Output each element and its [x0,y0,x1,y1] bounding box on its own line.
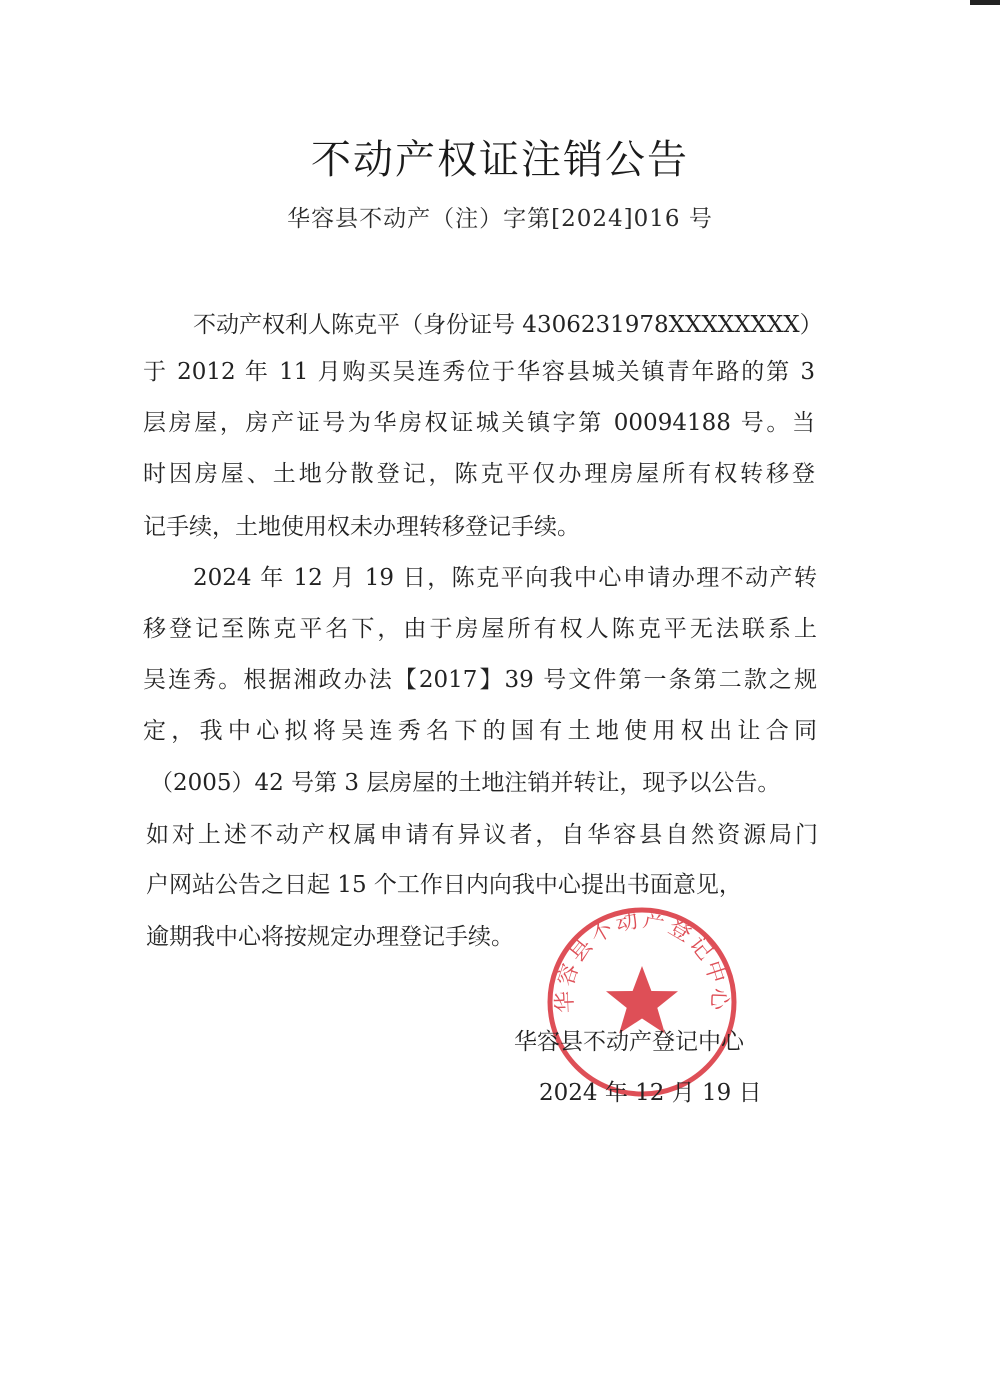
body-line: 时因房屋、土地分散登记，陈克平仅办理房屋所有权转移登 [143,461,815,487]
official-seal-stamp [542,902,742,1102]
body-line: 如对上述不动产权属申请有异议者，自华容县自然资源局门 [146,822,818,848]
body-line: 逾期我中心将按规定办理登记手续。 [146,924,514,950]
body-line: 移登记至陈克平名下，由于房屋所有权人陈克平无法联系上 [143,616,817,642]
body-line: （2005）42 号第 3 层房屋的土地注销并转让，现予以公告。 [150,770,781,796]
body-line: 记手续，土地使用权未办理转移登记手续。 [143,514,580,540]
body-line: 不动产权利人陈克平（身份证号 4306231978XXXXXXXX） [193,312,823,338]
signature-date: 2024 年 12 月 19 日 [539,1080,762,1106]
document-number: 华容县不动产（注）字第[2024]016 号 [287,206,713,232]
body-line: 户网站公告之日起 15 个工作日内向我中心提出书面意见， [146,872,742,898]
body-line: 于 2012 年 11 月购买吴连秀位于华容县城关镇青年路的第 3 [143,359,815,385]
body-line: 定，我中心拟将吴连秀名下的国有土地使用权出让合同 [143,718,817,744]
document-title: 不动产权证注销公告 [311,137,689,183]
seal-text: 华容县不动产登记中心 [552,907,732,1014]
body-line: 层房屋，房产证号为华房权证城关镇字第 00094188 号。当 [143,410,815,436]
body-line: 2024 年 12 月 19 日，陈克平向我中心申请办理不动产转 [193,565,817,591]
signature-organization: 华容县不动产登记中心 [514,1029,744,1055]
body-line: 吴连秀。根据湘政办法【2017】39 号文件第一条第二款之规 [143,667,817,693]
scan-edge-mark [970,0,1000,5]
